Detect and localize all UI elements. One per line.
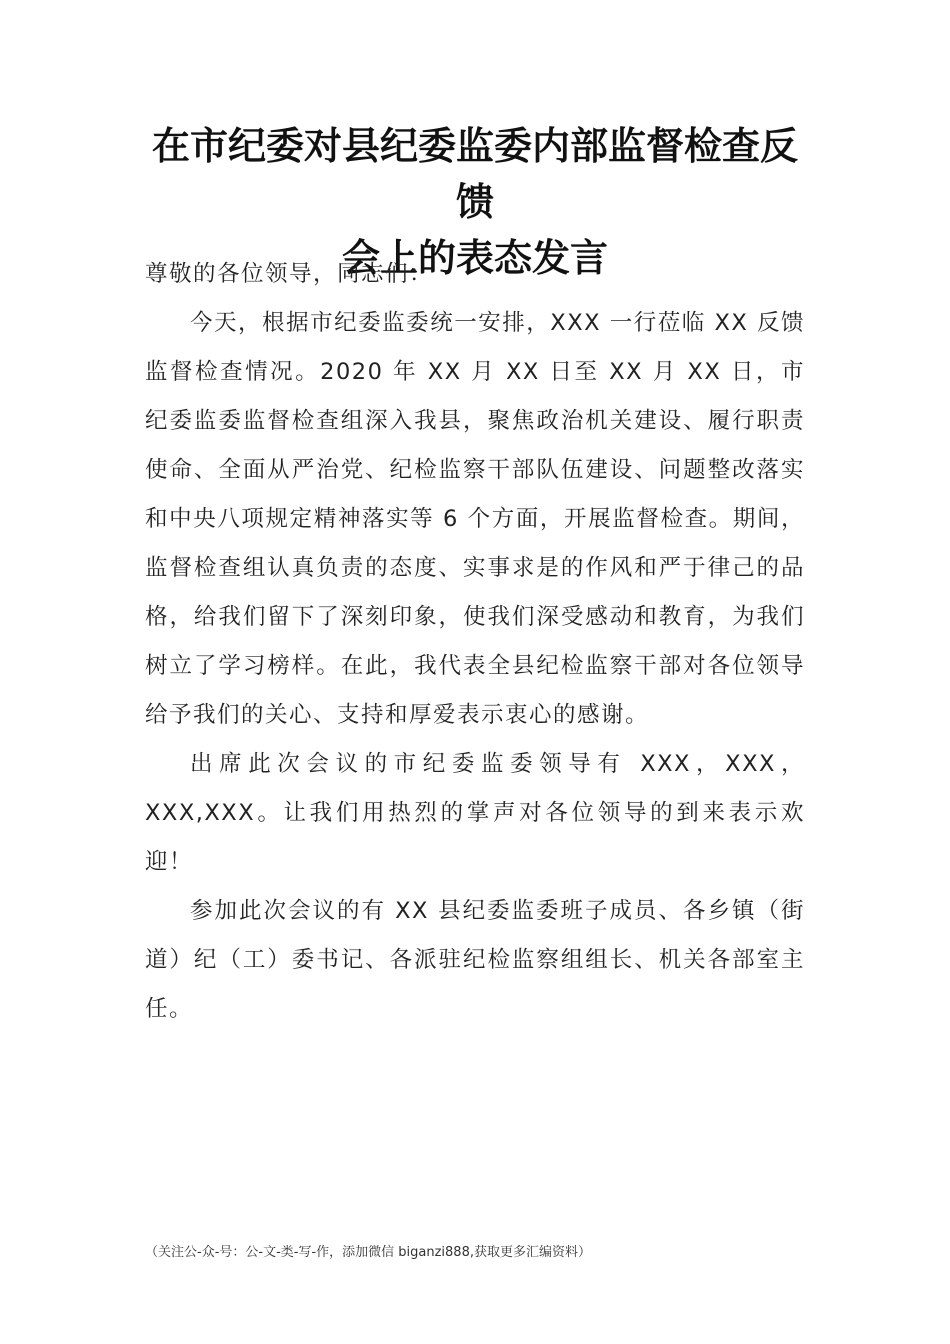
- document-body: [145, 250, 805, 1034]
- title-line-1: 在市纪委对县纪委监委内部监督检查反馈: [151, 123, 798, 224]
- paragraph-1: 今天，根据市纪委监委统一安排，XXX 一行莅临 XX 反馈监督检查情况。2020 年 XX 月 XX 日至 XX 月 XX 日，市纪委监委监督检查组深入我县，聚焦政治机关建设、履行职责使命、全面从严治党、纪检监察干部队伍建设、问题整改落实和中央八项规定精神落实等 6 个方面，开展监督检查。期间，监督检查组认真负责的态度、实事求是的作风和严于律己的品格，给我们留下了深刻印象，使我们深受感动和教育，为我们树立了学习榜样。在此，我代表全县纪检监察干部对各位领导给予我们的关心、支持和厚爱表示衷心的感谢。: [145, 310, 805, 728]
- paragraph-3: 参加此次会议的有 XX 县纪委监委班子成员、各乡镇（街道）纪（工）委书记、各派驻纪检监察组组长、机关各部室主任。: [145, 898, 805, 1022]
- paragraph-2: 出席此次会议的市纪委监委领导有 XXX，XXX，XXX,XXX。让我们用热烈的掌声对各位领导的到来表示欢迎！: [145, 751, 805, 875]
- greeting: 尊敬的各位领导，同志们：: [145, 261, 434, 287]
- footer-note: （关注公-众-号：公-文-类-写-作，添加微信 biganzi888,获取更多汇编资料）: [145, 1245, 591, 1260]
- title-line-2: 会上的表态发言: [341, 235, 608, 280]
